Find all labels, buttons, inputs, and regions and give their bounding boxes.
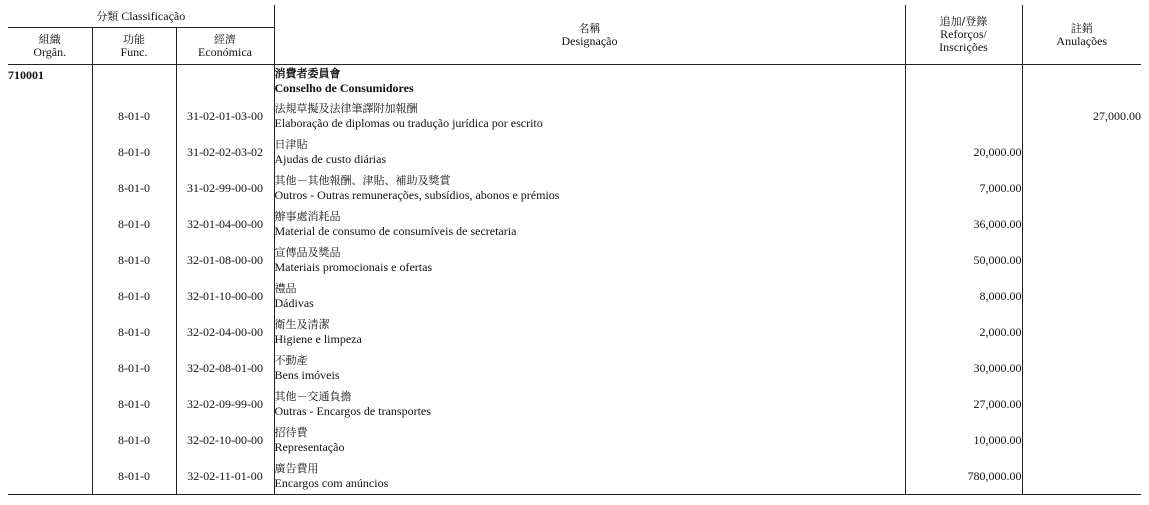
item-name-cell: [274, 422, 905, 458]
anulacoes-value: [1022, 242, 1141, 278]
eco-cell: [176, 65, 274, 99]
entity-name-cell: [274, 65, 905, 99]
anulacoes-value: [1022, 134, 1141, 170]
item-name-zh: 廣告費用: [274, 462, 319, 475]
reforcos-value: 7,000.00: [905, 170, 1022, 206]
reforcos-value: 36,000.00: [905, 206, 1022, 242]
anulacoes-value: 27,000.00: [1093, 108, 1141, 123]
item-name-cell: [274, 206, 905, 242]
eco-code: 31-02-01-03-00: [176, 98, 274, 134]
item-name-cell: [274, 242, 905, 278]
eco-code: 32-02-09-99-00: [176, 386, 274, 422]
org-cell: [8, 98, 92, 134]
func-code: 8-01-0: [92, 170, 176, 206]
eco-code: 31-02-99-00-00: [176, 170, 274, 206]
classification-header: [8, 5, 274, 28]
org-code-cell: [8, 65, 92, 99]
item-name-zh: 辦事處消耗品: [274, 210, 341, 223]
entity-name-pt: Conselho de Consumidores: [274, 81, 414, 95]
item-name-pt: Dádivas: [274, 296, 314, 310]
func-header: [92, 28, 176, 65]
classification-header-zh: 分類: [96, 9, 119, 23]
reforcos-value: 27,000.00: [905, 386, 1022, 422]
item-name-pt: Ajudas de custo diárias: [274, 152, 387, 166]
func-code: 8-01-0: [92, 458, 176, 495]
item-name-zh: 法規草擬及法律筆譯附加報酬: [274, 102, 418, 115]
org-cell: [8, 278, 92, 314]
eco-code: 32-01-10-00-00: [176, 278, 274, 314]
item-name-pt: Material de consumo de consumíveis de secretaria: [274, 224, 517, 238]
func-header-pt: Func.: [120, 45, 148, 59]
budget-table: [8, 5, 1141, 495]
item-name-zh: 其他－其他報酬、津貼、補助及獎賞: [274, 174, 451, 187]
eco-code: 32-01-08-00-00: [176, 242, 274, 278]
table-row: [8, 170, 1141, 206]
item-name-cell: [274, 314, 905, 350]
item-name-pt: Outras - Encargos de transportes: [274, 404, 431, 418]
item-name-cell: [274, 170, 905, 206]
anulacoes-value: [1022, 386, 1141, 422]
org-cell: [8, 422, 92, 458]
item-name-pt: Elaboração de diplomas ou tradução jurídica por escrito: [274, 116, 543, 130]
reforcos-value: 2,000.00: [905, 314, 1022, 350]
table-row: [8, 134, 1141, 170]
org-cell: [8, 350, 92, 386]
reforcos-value: 20,000.00: [905, 134, 1022, 170]
org-cell: [8, 242, 92, 278]
item-name-zh: 日津貼: [274, 138, 308, 151]
item-name-zh: 宣傳品及獎品: [274, 246, 341, 259]
reforcos-value: 30,000.00: [905, 350, 1022, 386]
anulacoes-value: [1022, 206, 1141, 242]
item-name-cell: [274, 458, 905, 495]
table-row: [8, 278, 1141, 314]
func-header-zh: 功能: [123, 33, 145, 46]
reforcos-header: [905, 5, 1022, 65]
reforcos-cell: [905, 65, 1022, 99]
item-name-zh: 衛生及清潔: [274, 318, 330, 331]
func-code: 8-01-0: [92, 134, 176, 170]
table-row: [8, 314, 1141, 350]
eco-code: 32-02-04-00-00: [176, 314, 274, 350]
table-row: [8, 458, 1141, 495]
eco-code: 32-01-04-00-00: [176, 206, 274, 242]
func-code: 8-01-0: [92, 278, 176, 314]
table-header: [8, 5, 1141, 65]
org-cell: [8, 314, 92, 350]
item-name-pt: Outros - Outras remunerações, subsídios, abonos e prémios: [274, 188, 560, 202]
reforcos-header-zh: 追加/登錄: [939, 15, 988, 28]
item-name-zh: 禮品: [274, 282, 297, 295]
reforcos-header-pt: Reforços/ Inscrições: [939, 27, 988, 54]
item-name-pt: Bens imóveis: [274, 368, 340, 382]
func-code: 8-01-0: [92, 98, 176, 134]
item-name-cell: [274, 278, 905, 314]
item-name-pt: Higiene e limpeza: [274, 332, 362, 346]
eco-header-pt: Económica: [198, 45, 252, 59]
table-row: [8, 386, 1141, 422]
anulacoes-value: [1022, 458, 1141, 495]
org-header: [8, 28, 92, 65]
func-code: 8-01-0: [92, 350, 176, 386]
item-name-cell: [274, 134, 905, 170]
reforcos-value: 8,000.00: [905, 278, 1022, 314]
table-row: [8, 422, 1141, 458]
table-row: [8, 98, 1141, 134]
anulacoes-value: [1022, 350, 1141, 386]
anulacoes-header: [1022, 5, 1141, 65]
org-cell: [8, 458, 92, 495]
func-code: 8-01-0: [92, 386, 176, 422]
item-name-cell: [274, 350, 905, 386]
item-name-pt: Representação: [274, 440, 345, 454]
item-name-zh: 招待費: [274, 426, 308, 439]
reforcos-value: 10,000.00: [905, 422, 1022, 458]
eco-header-zh: 經濟: [214, 33, 236, 46]
name-header-zh: 名稱: [578, 21, 601, 35]
org-cell: [8, 206, 92, 242]
item-name-zh: 其他－交通負擔: [274, 390, 352, 403]
func-cell: [92, 65, 176, 99]
eco-header: [176, 28, 274, 65]
func-code: 8-01-0: [92, 314, 176, 350]
item-name-pt: Encargos com anúncios: [274, 476, 389, 490]
anulacoes-value: [1022, 170, 1141, 206]
anulacoes-cell: [1022, 65, 1141, 99]
table-row: [8, 242, 1141, 278]
table-row: [8, 350, 1141, 386]
org-code: 710001: [8, 68, 44, 82]
entity-row: [8, 65, 1141, 99]
anulacoes-value: [1022, 422, 1141, 458]
func-code: 8-01-0: [92, 242, 176, 278]
func-code: 8-01-0: [92, 422, 176, 458]
reforcos-value: 50,000.00: [905, 242, 1022, 278]
name-header: [274, 5, 905, 65]
eco-code: 32-02-11-01-00: [176, 458, 274, 495]
eco-code: 32-02-08-01-00: [176, 350, 274, 386]
classification-header-pt: Classificação: [121, 8, 186, 23]
table-row: [8, 206, 1141, 242]
anulacoes-header-pt: Anulações: [1056, 33, 1108, 48]
org-cell: [8, 134, 92, 170]
reforcos-value: 780,000.00: [905, 458, 1022, 495]
func-code: 8-01-0: [92, 206, 176, 242]
anulacoes-value: [1022, 314, 1141, 350]
item-name-cell: [274, 98, 905, 134]
item-name-cell: [274, 386, 905, 422]
org-cell: [8, 386, 92, 422]
eco-code: 31-02-02-03-02: [176, 134, 274, 170]
name-header-pt: Designação: [561, 33, 618, 48]
entity-name-zh: 消費者委員會: [274, 67, 341, 80]
anulacoes-header-zh: 註銷: [1070, 21, 1093, 35]
org-header-zh: 組織: [38, 33, 61, 46]
eco-code: 32-02-10-00-00: [176, 422, 274, 458]
org-header-pt: Orgân.: [33, 45, 67, 59]
reforcos-value: [905, 98, 1022, 134]
table-body: [8, 65, 1141, 495]
item-name-zh: 不動產: [274, 354, 308, 367]
org-cell: [8, 170, 92, 206]
item-name-pt: Materiais promocionais e ofertas: [274, 260, 433, 274]
anulacoes-value: [1022, 278, 1141, 314]
